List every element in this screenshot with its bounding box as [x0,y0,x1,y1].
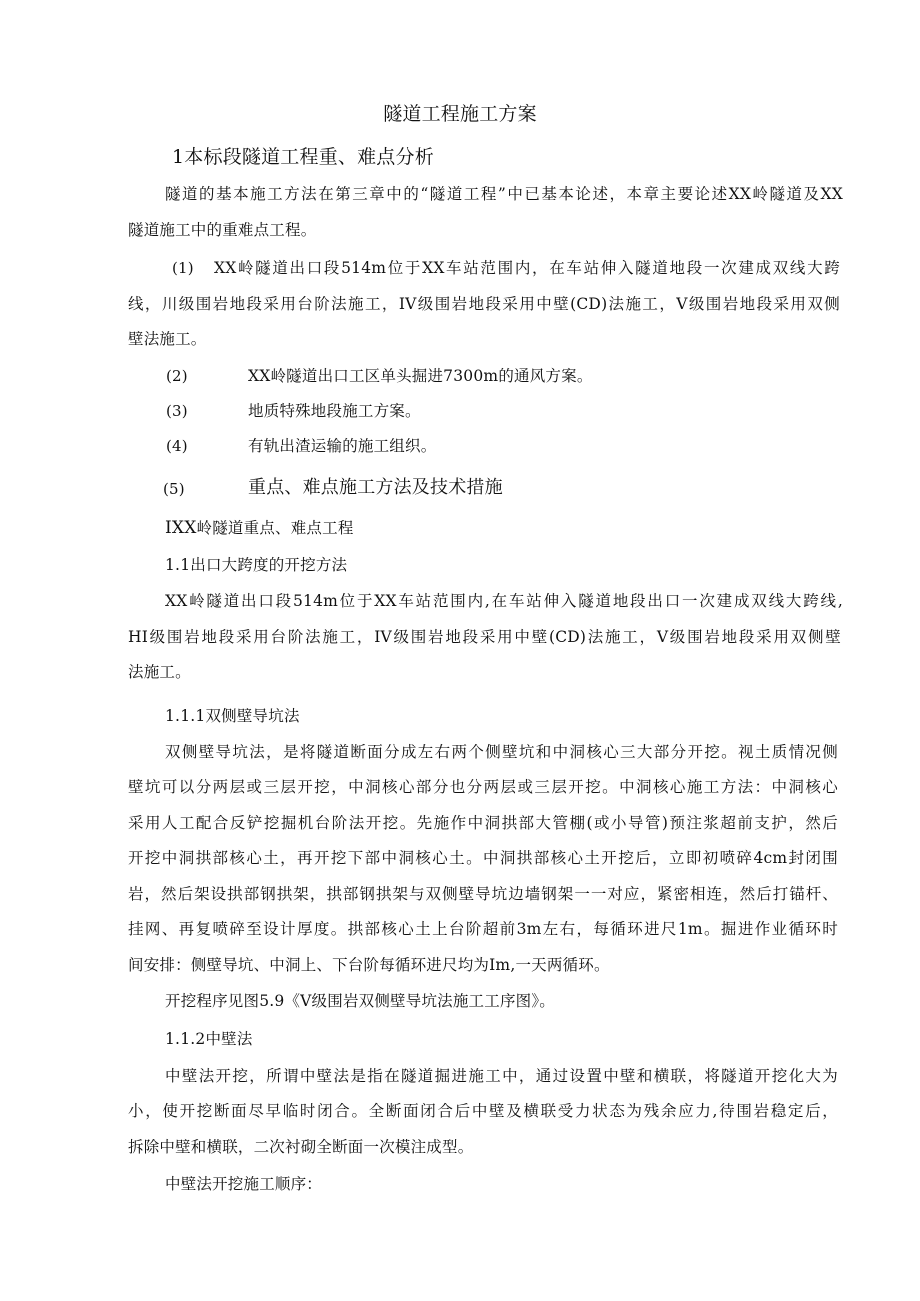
item-1-line-2: 线，川级围岩地段采用台阶法施工，IV级围岩地段采用中壁(CD)法施工，V级围岩地段采用双侧 [128,295,840,313]
item-5-number: (5) [163,480,185,498]
section-1-1-1-heading: 1.1.1双侧壁导坑法 [165,707,300,725]
document-title: 隧道工程施工方案 [383,103,537,125]
item-4-number: (4) [166,437,188,455]
item-4-text: 有轨出渣运输的施工组织。 [248,437,437,455]
para-1-1-1-line-7: 间安排：侧壁导坑、中洞上、下台阶每循环进尺均为Im,一天两循环。 [128,956,610,974]
para-1-1-2-line-2: 小，使开挖断面尽早临时闭合。全断面闭合后中壁及横联受力状态为残余应力,待围岩稳定后， [128,1102,838,1120]
item-3-number: (3) [166,402,188,420]
intro-line-2: 隧道施工中的重难点工程。 [128,221,317,239]
item-1-line-3: 壁法施工。 [128,330,207,348]
para-1-1-1-line-1: 双侧壁导坑法，是将隧道断面分成左右两个侧壁坑和中洞核心三大部分开挖。视土质情况侧 [165,743,838,761]
section-1-heading: 1本标段隧道工程重、难点分析 [172,146,434,168]
item-2-text: XX岭隧道出口工区单头掘进7300m的通风方案。 [248,367,593,385]
para-1-1-line-1: XX岭隧道出口段514m位于XX车站范围内,在车站伸入隧道地段出口一次建成双线大跨线, [165,592,843,610]
para-1-1-line-2: HI级围岩地段采用台阶法施工，IV级围岩地段采用中壁(CD)法施工，V级围岩地段采用双侧壁 [128,628,841,646]
section-1-1-heading: 1.1出口大跨度的开挖方法 [165,556,348,574]
subheading-ixx-prefix: IXX [165,518,197,538]
para-1-1-1-line-6: 挂网、再复喷碎至设计厚度。拱部核心土上台阶超前3m左右，每循环进尺1m。掘进作业循环时 [128,920,838,938]
para-1-1-1-line-5: 岩，然后架设拱部钢拱架，拱部钢拱架与双侧壁导坑边墙钢架一一对应，紧密相连，然后打锚杆、 [128,885,838,903]
para-1-1-2-line-3: 拆除中壁和横联，二次衬砌全断面一次模注成型。 [128,1138,474,1156]
intro-line-1: 隧道的基本施工方法在第三章中的“隧道工程”中已基本论述，本章主要论述XX岭隧道及XX [165,185,843,203]
item-3-text: 地质特殊地段施工方案。 [248,402,421,420]
para-1-1-1-line-2: 壁坑可以分两层或三层开挖，中洞核心部分也分两层或三层开挖。中洞核心施工方法：中洞核心 [128,778,838,796]
item-5-text: 重点、难点施工方法及技术措施 [248,477,503,498]
para-1-1-2-line-1: 中壁法开挖，所谓中壁法是指在隧道掘进施工中，通过设置中壁和横联，将隧道开挖化大为 [165,1067,838,1085]
figure-reference: 开挖程序见图5.9《V级围岩双侧壁导坑法施工工序图》。 [165,992,555,1010]
subheading-ixx [165,518,354,538]
para-1-1-line-3: 法施工。 [128,663,191,681]
item-1-line-1: XX岭隧道出口段514m位于XX车站范围内，在车站伸入隧道地段一次建成双线大跨 [214,259,840,277]
subheading-ixx-rest: 岭隧道重点、难点工程 [196,519,354,537]
para-1-1-1-line-4: 开挖中洞拱部核心土，再开挖下部中洞核心土。中洞拱部核心土开挖后，立即初喷碎4cm封闭围 [128,849,838,867]
section-1-1-2-heading: 1.1.2中壁法 [165,1030,253,1048]
item-2-number: (2) [166,367,188,385]
para-1-1-1-line-3: 采用人工配合反铲挖掘机台阶法开挖。先施作中洞拱部大管棚(或小导管)预注浆超前支护，然后 [128,814,838,832]
sequence-label: 中壁法开挖施工顺序： [165,1175,323,1193]
item-1-number: (1) [172,259,194,277]
